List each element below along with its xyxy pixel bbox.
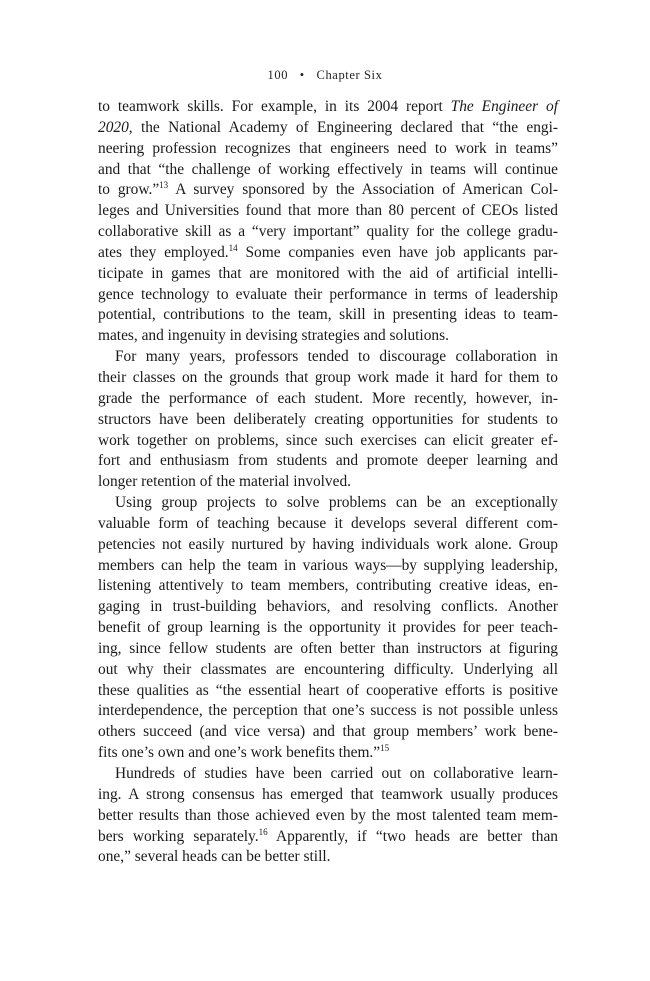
text-run: Some companies even have job applicants par- [237,243,558,261]
text-line [98,493,558,514]
text-run: A survey sponsored by the Association of American Col- [168,181,558,199]
italic-title: The Engineer of [450,98,558,115]
text-line [98,118,558,139]
text-run: leges and Universities found that more than 80 percent of CEOs listed [98,202,558,220]
text-run: better results than those achieved even by the most talented team mem- [98,806,558,824]
text-run: ates they employed. [98,243,229,261]
separator-bullet: • [299,68,305,82]
text-run: fits one’s own and one’s work benefits them.” [98,744,381,762]
text-line [98,556,558,577]
paragraph [98,97,558,347]
text-line [98,660,558,681]
text-line [98,160,558,181]
text-run: these qualities as “the essential heart of cooperative efforts is positive [98,681,558,699]
paragraph [98,347,558,493]
text-line [98,368,558,389]
text-run: out why their classmates are encountering difficulty. Underlying all [98,660,558,678]
text-line [98,681,558,702]
text-run: Apparently, if “two heads are better than [267,827,558,845]
text-line [98,180,558,201]
text-line [98,305,558,326]
text-line [98,264,558,285]
text-line [98,785,558,806]
text-run: , the National Academy of Engineering declared that “the engi- [128,118,558,136]
chapter-title: Chapter Six [316,68,383,82]
text-line [98,764,558,785]
text-run: neering profession recognizes that engineers need to work in teams” [98,139,558,157]
text-line [98,97,558,118]
text-run: bers working separately. [98,827,259,845]
text-run: members can help the team in various ways—by supplying leadership, [98,556,558,574]
text-run: potential, contributions to the team, skill in presenting ideas to team- [98,306,558,324]
text-run: structors have been deliberately creating opportunities for students to [98,410,558,428]
text-line [98,597,558,618]
text-run: collaborative skill as a “very important” quality for the college gradu- [98,223,558,241]
text-line [98,743,558,764]
text-run: ing. A strong consensus has emerged that teamwork usually produces [98,785,558,803]
text-line [98,389,558,410]
italic-title: 2020 [98,118,129,136]
text-run: gence technology to evaluate their performance in terms of leadership [98,285,558,303]
text-line [98,514,558,535]
text-run: interdependence, the perception that one’s success is not possible unless [98,702,558,720]
text-run: grade the performance of each student. More recently, however, in- [98,389,558,407]
paragraph [98,764,558,868]
text-line [98,222,558,243]
body-text [98,97,558,868]
text-line [98,618,558,639]
text-run: Hundreds of studies have been carried out on collaborative learn- [115,765,558,782]
text-line [98,410,558,431]
paragraph [98,493,558,764]
text-run: to teamwork skills. For example, in its 2004 report [98,98,451,115]
text-line [98,576,558,597]
text-line [98,431,558,452]
footnote-marker: 16 [258,826,268,837]
text-line [98,347,558,368]
text-line [98,827,558,848]
text-line [98,326,558,347]
text-run: For many years, professors tended to discourage collaboration in [115,348,558,366]
text-run: fort and enthusiasm from students and promote deeper learning and [98,452,558,470]
text-run: ticipate in games that are monitored with the aid of artificial intelli- [98,264,558,282]
text-run: valuable form of teaching because it develops several different com- [98,514,558,532]
text-run: one,” several heads can be better still. [98,848,331,866]
text-line [98,701,558,722]
text-run: listening attentively to team members, contributing creative ideas, en- [98,577,558,595]
text-run: work together on problems, since such exercises can elicit greater ef- [98,431,558,449]
footnote-marker: 14 [228,242,238,253]
text-line [98,847,558,868]
text-run: benefit of group learning is the opportunity it provides for peer teach- [98,619,558,637]
text-line [98,285,558,306]
text-run: their classes on the grounds that group work made it hard for them to [98,368,558,386]
text-line [98,639,558,660]
text-line [98,472,558,493]
text-line [98,201,558,222]
text-run: others succeed (and vice versa) and that group members’ work bene- [98,723,558,741]
text-line [98,722,558,743]
text-run: gaging in trust-building behaviors, and resolving conflicts. Another [98,598,558,616]
text-run: mates, and ingenuity in devising strategies and solutions. [98,327,449,345]
text-line [98,139,558,160]
text-line [98,806,558,827]
text-line [98,535,558,556]
page-number: 100 [267,68,289,82]
text-run: and that “the challenge of working effectively in teams will continue [98,160,558,178]
text-run: to grow.” [98,181,160,199]
text-line [98,243,558,264]
running-head [0,68,650,83]
footnote-marker: 15 [380,743,390,754]
text-line [98,451,558,472]
text-run: longer retention of the material involved. [98,473,352,491]
footnote-marker: 13 [159,180,169,191]
text-run: petencies not easily nurtured by having individuals work alone. Group [98,535,558,553]
text-run: ing, since fellow students are often better than instructors at figuring [98,639,558,657]
text-run: Using group projects to solve problems can be an exceptionally [115,494,558,512]
